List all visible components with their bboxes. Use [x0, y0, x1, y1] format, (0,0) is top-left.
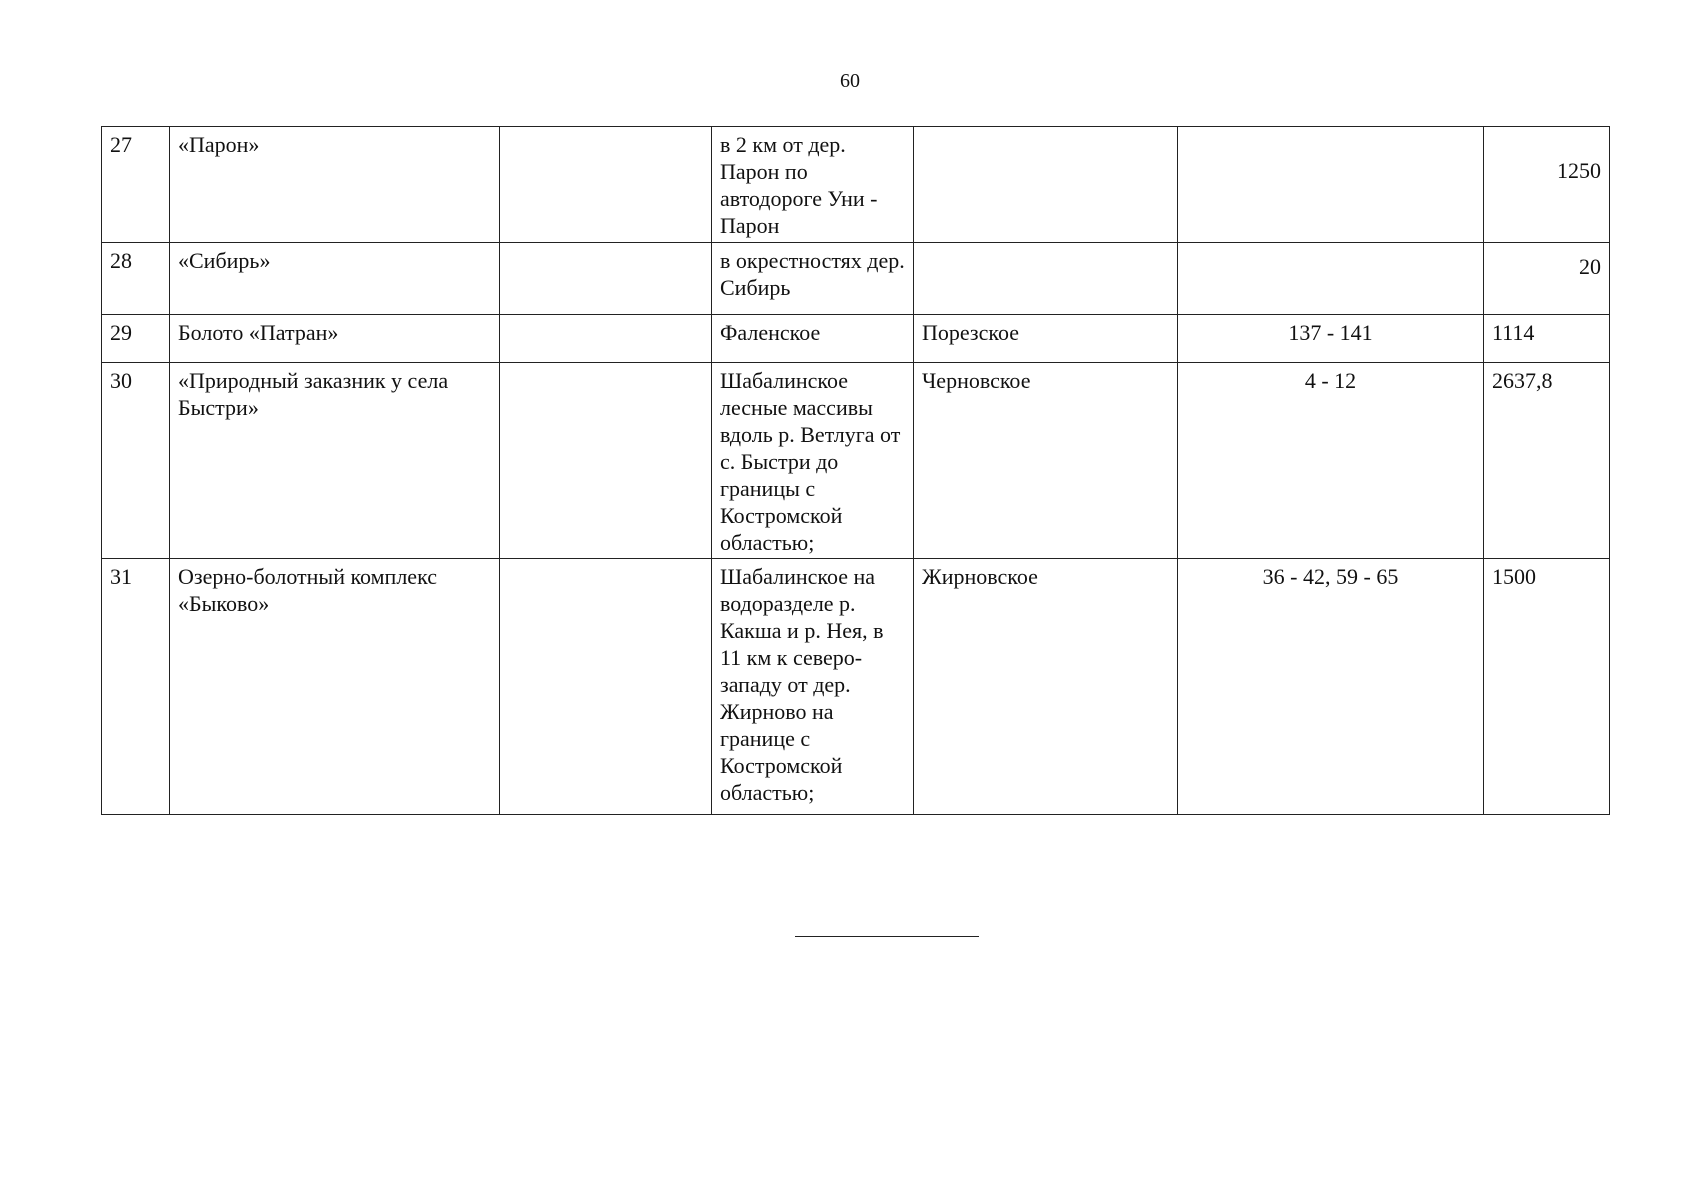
location: Шабалинское на водоразделе р. Какша и р. Нея, в 11 км к северо-западу от дер. Жирново на границе с Костромской областью;: [712, 559, 914, 815]
area-name: «Парон»: [170, 127, 500, 243]
area-value: 2637,8: [1484, 363, 1610, 559]
location: Шабалинское лесные массивы вдоль р. Ветлуга от с. Быстри до границы с Костромской областью;: [712, 363, 914, 559]
area-value: 1114: [1484, 315, 1610, 363]
page-number: 60: [840, 70, 860, 92]
district: Черновское: [914, 363, 1178, 559]
area-name: Озерно-болотный комплекс «Быково»: [170, 559, 500, 815]
table-row: [102, 363, 1610, 559]
quarters: [1178, 243, 1484, 315]
location: в окрестностях дер. Сибирь: [712, 243, 914, 315]
district: [914, 243, 1178, 315]
quarters: 137 - 141: [1178, 315, 1484, 363]
table-row: [102, 559, 1610, 815]
location: в 2 км от дер. Парон по автодороге Уни - Парон: [712, 127, 914, 243]
table-row: [102, 243, 1610, 315]
area-value: 20: [1484, 243, 1610, 315]
district: Жирновское: [914, 559, 1178, 815]
protected-areas-table: [101, 126, 1610, 815]
quarters: [1178, 127, 1484, 243]
area-name: «Сибирь»: [170, 243, 500, 315]
row-number: 29: [102, 315, 170, 363]
location: Фаленское: [712, 315, 914, 363]
empty-cell: [500, 559, 712, 815]
empty-cell: [500, 127, 712, 243]
table-row: [102, 127, 1610, 243]
area-name: «Природный заказник у села Быстри»: [170, 363, 500, 559]
quarters: 4 - 12: [1178, 363, 1484, 559]
row-number: 30: [102, 363, 170, 559]
row-number: 31: [102, 559, 170, 815]
empty-cell: [500, 243, 712, 315]
district: Порезское: [914, 315, 1178, 363]
empty-cell: [500, 315, 712, 363]
row-number: 27: [102, 127, 170, 243]
row-number: 28: [102, 243, 170, 315]
end-divider-line: [795, 936, 979, 937]
empty-cell: [500, 363, 712, 559]
area-name: Болото «Патран»: [170, 315, 500, 363]
area-value: 1250: [1484, 127, 1610, 243]
table-row: [102, 315, 1610, 363]
quarters: 36 - 42, 59 - 65: [1178, 559, 1484, 815]
district: [914, 127, 1178, 243]
area-value: 1500: [1484, 559, 1610, 815]
